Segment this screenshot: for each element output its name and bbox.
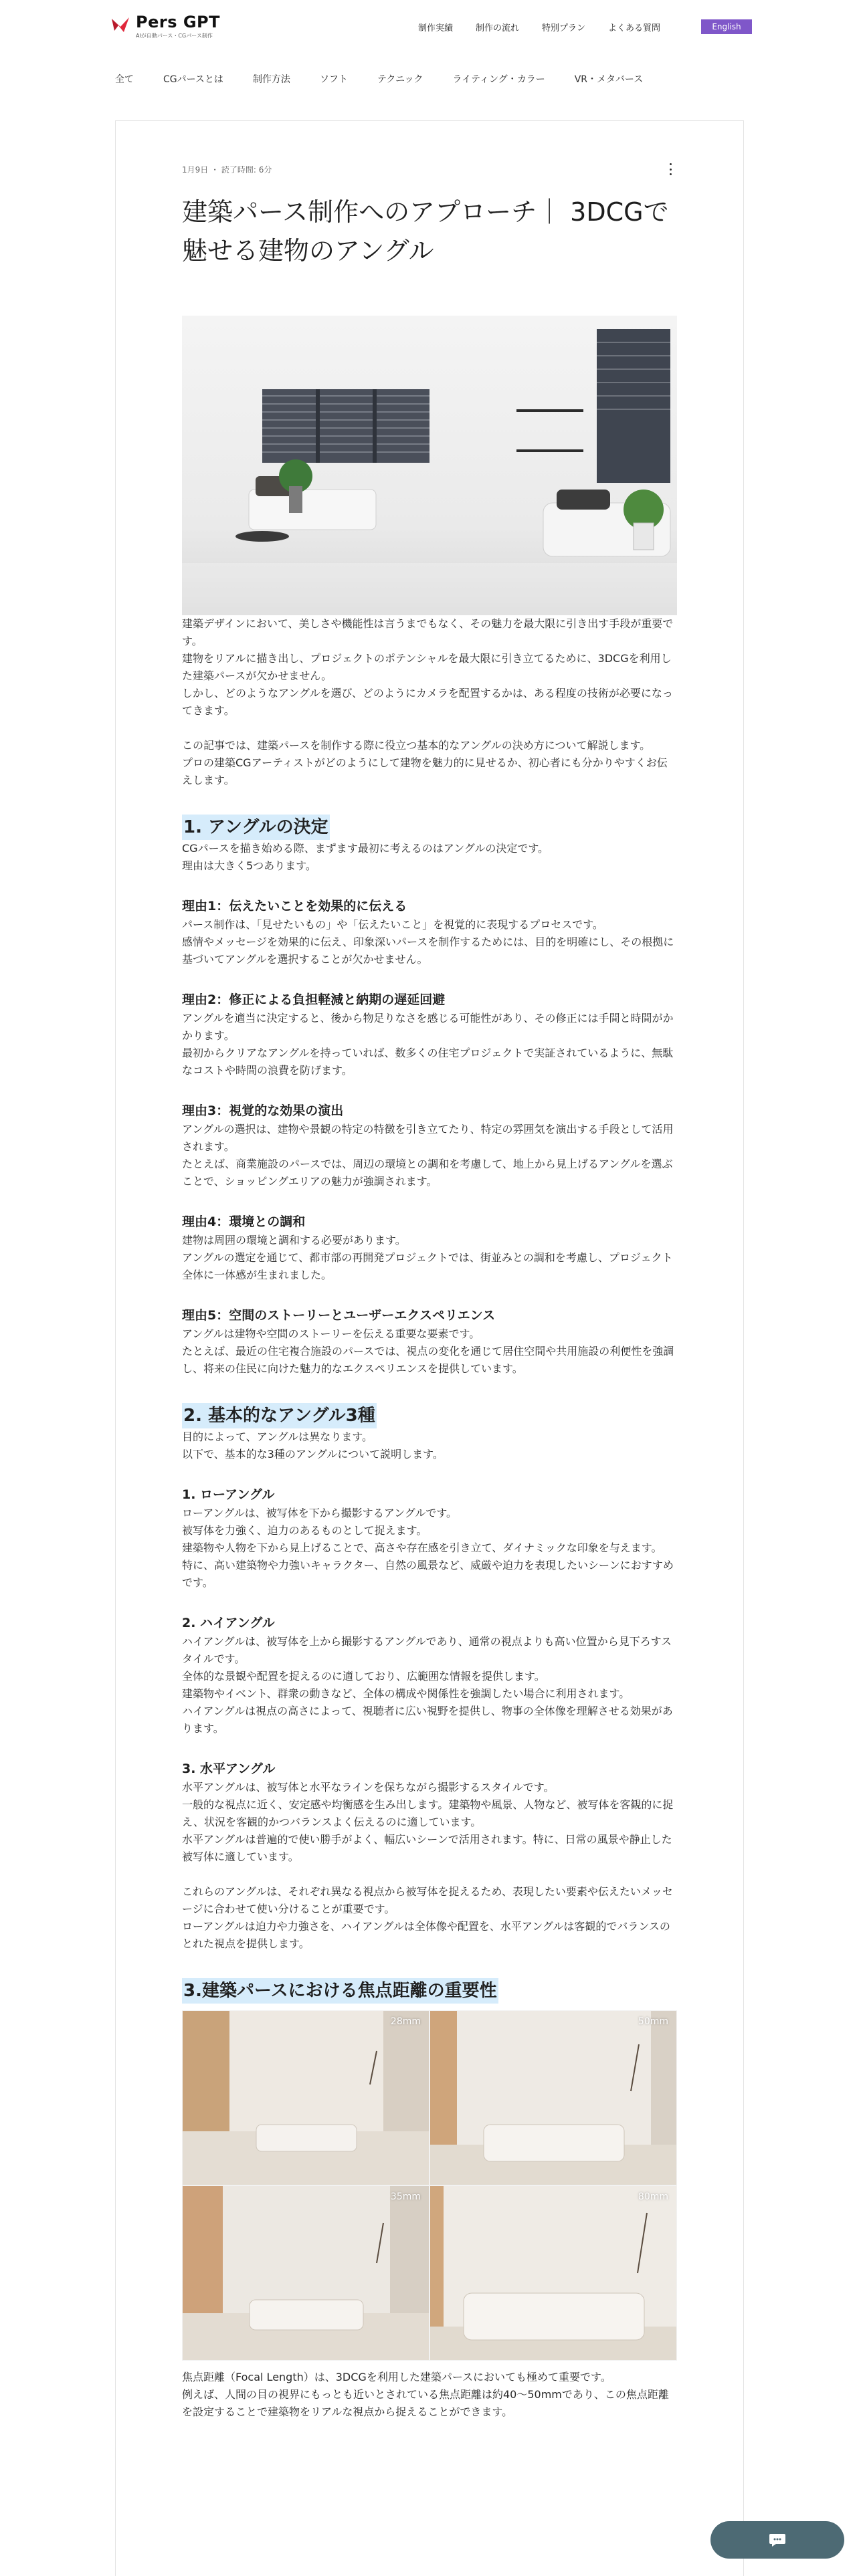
angle-summary: これらのアングルは、それぞれ異なる視点から被写体を捉えるため、表現したい要素や伝えたいメッセージに合わせて使い分けることが重要です。 (182, 1885, 673, 1915)
english-button[interactable]: English (701, 19, 752, 34)
focal-image-50mm (430, 2010, 677, 2185)
angle-text: ローアングルは、被写体を下から撮影するアングルです。 (182, 1507, 458, 1519)
focal-image-80mm (430, 2185, 677, 2361)
logo-title: Pers GPT (136, 13, 221, 31)
angle-text: 水平アングルは普遍的で使い勝手がよく、幅広いシーンで活用されます。特に、日常の風景や静止した被写体に適しています。 (182, 1833, 672, 1863)
low-angle-heading: 1. ローアングル (182, 1487, 275, 1502)
section-lead: 理由は大きく5つあります。 (182, 859, 316, 872)
more-options-icon[interactable] (668, 163, 672, 175)
post-title: 建築パース制作へのアプローチ｜ 3DCGで魅せる建物のアングル (182, 197, 669, 265)
hero-interior-image (182, 316, 677, 615)
reason-text: 最初からクリアなアングルを持っていれば、数多くの住宅プロジェクトで実証されているように、無駄なコストや時間の浪費を防げます。 (182, 1047, 674, 1077)
site-logo[interactable] (110, 13, 220, 39)
focal-length-image-grid (182, 2010, 677, 2361)
reason-2-heading: 理由2：修正による負担軽減と納期の遅延回避 (182, 992, 446, 1007)
reason-text: パース制作は、「見せたいもの」や「伝えたいこと」を視覚的に表現するプロセスです。 (182, 918, 603, 931)
angle-text: 被写体を力強く、迫力のあるものとして捉えます。 (182, 1524, 427, 1537)
intro-paragraph: 建物をリアルに描き出し、プロジェクトのポテンシャルを最大限に引き立てるために、3DCGを利用した建築パースが欠かせません。 (182, 652, 672, 682)
section-lead: 目的によって、アングルは異なります。 (182, 1430, 373, 1443)
section-heading-focal-length: 3.建築パースにおける焦点距離の重要性 (182, 1978, 498, 2004)
reason-text: アングルの選択は、建物や景観の特定の特徴を引き立てたり、特定の雰囲気を演出する手段として活用されます。 (182, 1123, 674, 1153)
focal-label-80mm: 80mm (638, 2191, 668, 2202)
focal-label-28mm: 28mm (390, 2016, 421, 2027)
reason-text: アングルの選定を通じて、都市部の再開発プロジェクトでは、街並みとの調和を考慮し、プロジェクト全体に一体感が生まれました。 (182, 1251, 673, 1281)
angle-text: 一般的な視点に近く、安定感や均衡感を生み出します。建築物や風景、人物など、被写体を客観的に捉え、状況を客観的かつバランスよく伝えるのに適しています。 (182, 1798, 674, 1828)
angle-text: ハイアングルは視点の高さによって、視聴者に広い視野を提供し、物事の全体像を理解させる効果があります。 (182, 1705, 673, 1735)
chat-icon (769, 2533, 786, 2547)
high-angle-heading: 2. ハイアングル (182, 1616, 275, 1630)
reason-text: たとえば、商業施設のパースでは、周辺の環境との調和を考慮して、地上から見上げるアングルを選ぶことで、ショッピングエリアの魅力が強調されます。 (182, 1158, 673, 1188)
category-software[interactable]: ソフト (319, 74, 348, 85)
angle-text: 建築物やイベント、群衆の動きなど、全体の構成や関係性を強調したい場合に利用されます。 (182, 1687, 630, 1700)
focal-text: 焦点距離（Focal Length）は、3DCGを利用した建築パースにおいても極めて重要です。 (182, 2371, 611, 2383)
category-all[interactable]: 全て (115, 74, 134, 85)
category-technique[interactable]: テクニック (377, 74, 423, 85)
reason-5-heading: 理由5：空間のストーリーとユーザーエクスペリエンス (182, 1308, 496, 1323)
post-content (182, 316, 677, 2421)
angle-text: 建築物や人物を下から見上げることで、高さや存在感を引き立て、ダイナミックな印象を与えます。 (182, 1541, 662, 1554)
category-lighting-color[interactable]: ライティング・カラー (452, 74, 545, 85)
reason-1-heading: 理由1：伝えたいことを効果的に伝える (182, 899, 407, 914)
angle-text: 特に、高い建築物や力強いキャラクター、自然の風景など、威厳や迫力を表現したいシーンにおすすめです。 (182, 1559, 674, 1589)
nav-works[interactable]: 制作実績 (418, 23, 454, 33)
reason-text: 建物は周囲の環境と調和する必要があります。 (182, 1234, 406, 1247)
category-method[interactable]: 制作方法 (252, 74, 290, 85)
focal-label-50mm: 50mm (638, 2016, 668, 2027)
post-meta: 1月9日 ・ 読了時間: 6分 (182, 165, 272, 175)
category-vr-metaverse[interactable]: VR・メタバース (574, 74, 644, 85)
intro-paragraph: この記事では、建築パースを制作する際に役立つ基本的なアングルの決め方について解説します。 (182, 739, 651, 752)
site-header (0, 0, 859, 53)
top-nav (418, 21, 683, 33)
section-lead: 以下で、基本的な3種のアングルについて説明します。 (182, 1448, 444, 1461)
intro-paragraph: しかし、どのようなアングルを選び、どのようにカメラを配置するかは、ある程度の技術が必要になってきます。 (182, 687, 673, 717)
focal-image-28mm (182, 2010, 430, 2185)
section-heading-angle-decision: 1. アングルの決定 (182, 815, 330, 840)
reason-text: 感情やメッセージを効果的に伝え、印象深いパースを制作するためには、目的を明確にし、その根拠に基づいてアングルを選択することが欠かせません。 (182, 936, 674, 966)
intro-paragraph: 建築デザインにおいて、美しさや機能性は言うまでもなく、その魅力を最大限に引き出す手段が重要です。 (182, 617, 674, 647)
logo-icon (110, 15, 130, 35)
section-lead: CGパースを描き始める際、まずます最初に考えるのはアングルの決定です。 (182, 842, 549, 855)
angle-summary: ローアングルは迫力や力強さを、ハイアングルは全体像や配置を、水平アングルは客観的でバランスのとれた視点を提供します。 (182, 1920, 670, 1950)
reason-text: たとえば、最近の住宅複合施設のパースでは、視点の変化を通じて居住空間や共用施設の利便性を強調し、将来の住民に向けた魅力的なエクスペリエンスを提供しています。 (182, 1345, 674, 1375)
category-nav (115, 72, 672, 86)
angle-text: ハイアングルは、被写体を上から撮影するアングルであり、通常の視点よりも高い位置から見下ろすスタイルです。 (182, 1635, 672, 1665)
intro-paragraph: プロの建築CGアーティストがどのようにして建物を魅力的に見せるか、初心者にも分かりやすくお伝えします。 (182, 756, 668, 786)
angle-text: 水平アングルは、被写体と水平なラインを保ちながら撮影するスタイルです。 (182, 1781, 555, 1794)
focal-text: 例えば、人間の目の視界にもっとも近いとされている焦点距離は約40〜50mmであり、この焦点距離を設定することで建築物をリアルな視点から捉えることができます。 (182, 2388, 669, 2418)
nav-faq[interactable]: よくある質問 (608, 23, 661, 33)
focal-image-35mm (182, 2185, 430, 2361)
chat-button[interactable] (710, 2521, 844, 2559)
reason-text: アングルは建物や空間のストーリーを伝える重要な要素です。 (182, 1327, 480, 1340)
focal-label-35mm: 35mm (390, 2191, 421, 2202)
nav-special-plan[interactable]: 特別プラン (542, 23, 586, 33)
horizontal-angle-heading: 3. 水平アングル (182, 1761, 276, 1776)
logo-subtitle: AIが自動パース・CGパース制作 (136, 33, 213, 39)
nav-flow[interactable]: 制作の流れ (476, 23, 520, 33)
angle-text: 全体的な景観や配置を捉えるのに適しており、広範囲な情報を提供します。 (182, 1670, 545, 1683)
section-heading-basic-angles: 2. 基本的なアングル3種 (182, 1403, 377, 1428)
reason-4-heading: 理由4：環境との調和 (182, 1214, 306, 1229)
category-cg-perse[interactable]: CGパースとは (163, 74, 223, 85)
reason-text: アングルを適当に決定すると、後から物足りなさを感じる可能性があり、その修正には手間と時間がかかります。 (182, 1012, 674, 1042)
reason-3-heading: 理由3：視覚的な効果の演出 (182, 1103, 344, 1118)
